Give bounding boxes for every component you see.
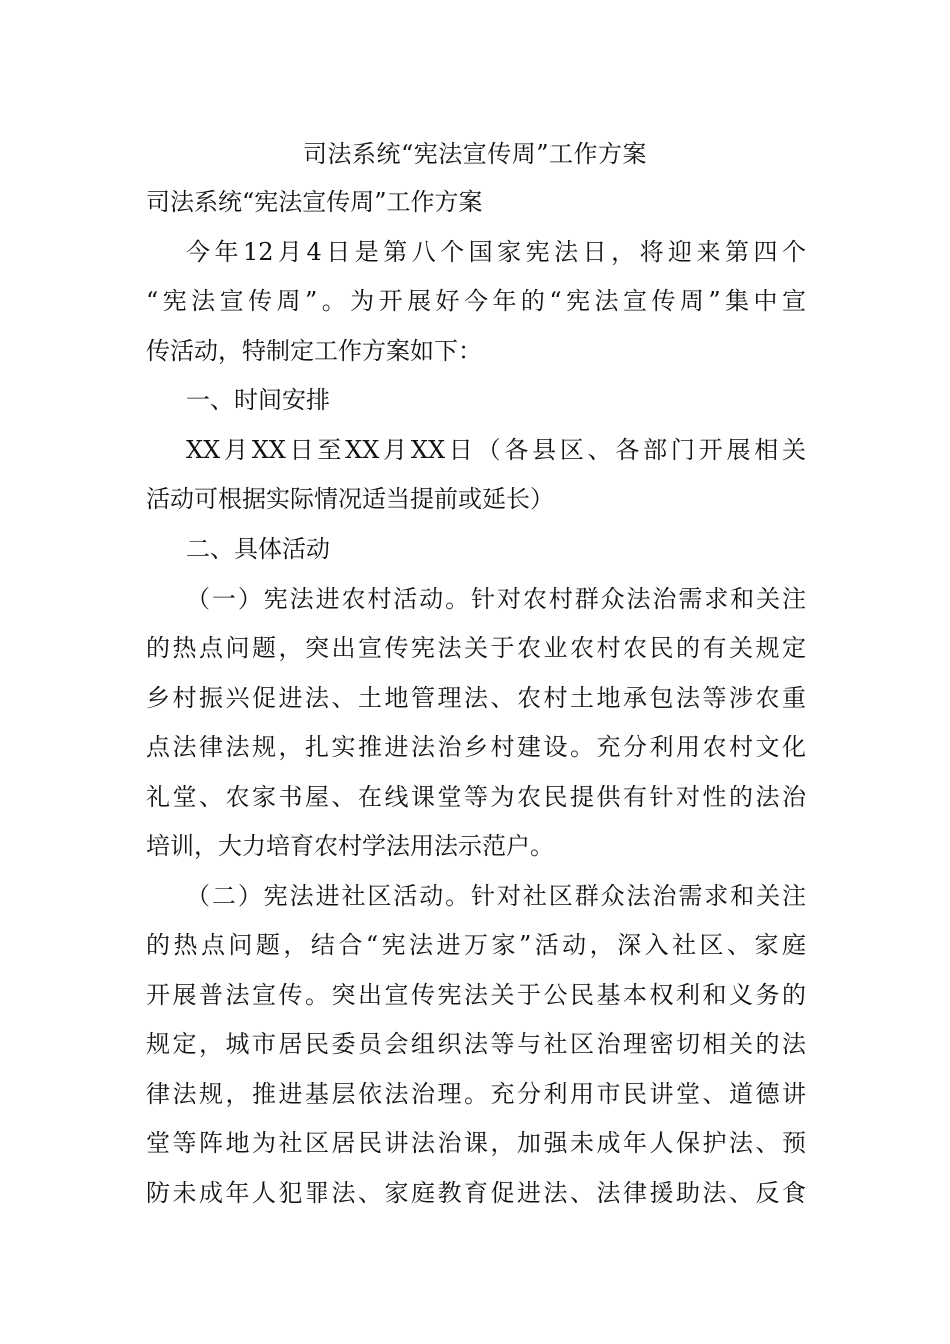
community-line-5: 律法规，推进基层依法治理。充分利用市民讲堂、道德讲	[146, 1080, 806, 1108]
schedule-line-1: XX月XX日至XX月XX日（各县区、各部门开展相关	[186, 436, 806, 464]
intro-line-1: 今年12月4日是第八个国家宪法日，将迎来第四个	[186, 238, 806, 266]
rural-line-3: 乡村振兴促进法、土地管理法、农村土地承包法等涉农重	[146, 684, 806, 712]
rural-line-2: 的热点问题，突出宣传宪法关于农业农村农民的有关规定	[146, 634, 806, 662]
community-line-3: 开展普法宣传。突出宣传宪法关于公民基本权利和义务的	[146, 981, 806, 1009]
document-title: 司法系统“宪法宣传周”工作方案	[302, 140, 648, 168]
schedule-line-2: 活动可根据实际情况适当提前或延长）	[146, 485, 554, 513]
community-line-6: 堂等阵地为社区居民讲法治课，加强未成年人保护法、预	[146, 1129, 806, 1157]
section-heading-activities: 二、具体活动	[186, 535, 330, 563]
document-subtitle: 司法系统“宪法宣传周”工作方案	[146, 188, 483, 216]
section-heading-schedule: 一、时间安排	[186, 386, 330, 414]
community-line-7: 防未成年人犯罪法、家庭教育促进法、法律援助法、反食	[146, 1179, 806, 1207]
community-line-2: 的热点问题，结合“宪法进万家”活动，深入社区、家庭	[146, 931, 806, 959]
community-line-4: 规定，城市居民委员会组织法等与社区治理密切相关的法	[146, 1030, 806, 1058]
intro-line-2: “宪法宣传周”。为开展好今年的“宪法宣传周”集中宣	[146, 287, 806, 315]
rural-line-1: （一）宪法进农村活动。针对农村群众法治需求和关注	[186, 585, 806, 613]
intro-line-3: 传活动，特制定工作方案如下：	[146, 337, 482, 365]
rural-line-5: 礼堂、农家书屋、在线课堂等为农民提供有针对性的法治	[146, 783, 806, 811]
rural-line-4: 点法律法规，扎实推进法治乡村建设。充分利用农村文化	[146, 733, 806, 761]
rural-line-6: 培训，大力培育农村学法用法示范户。	[146, 832, 554, 860]
community-line-1: （二）宪法进社区活动。针对社区群众法治需求和关注	[186, 882, 806, 910]
